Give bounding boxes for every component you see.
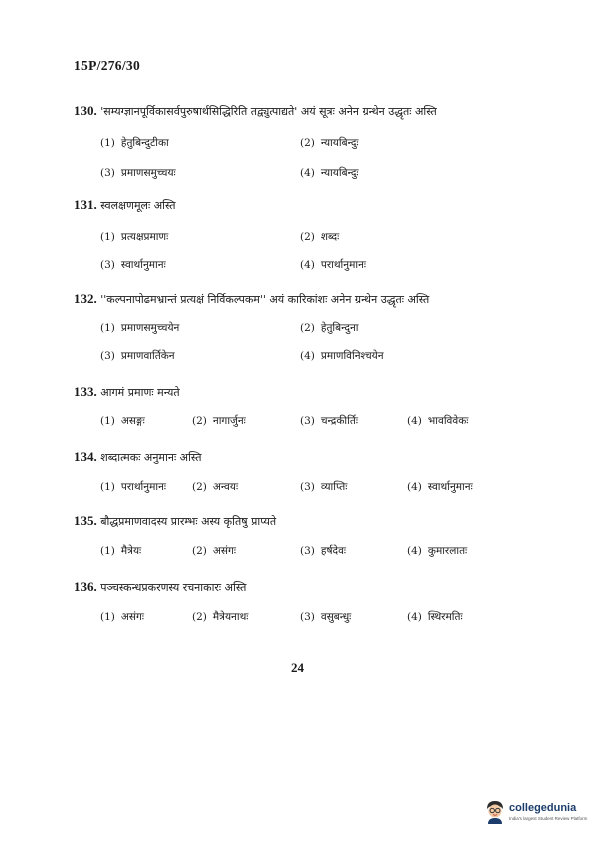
option-1: (1) परार्थानुमानः [100,481,167,493]
option-2: (2) शब्दः [300,231,340,243]
question-132 [74,291,544,364]
page-number: 24 [291,660,304,675]
question-text: 'सम्यग्ज्ञानपूर्विकासर्वपुरुषार्थसिद्धिरिति तद्व्युत्पाद्यते' अयं सूत्रः अनेन ग्रन्थेन उद्धृतः अस्ति [100,105,437,118]
option-4: (4) कुमारलातः [407,545,468,557]
option-2: (2) अन्वयः [192,481,239,493]
question-text-line [74,384,544,400]
question-number: 134. [74,449,97,464]
question-text: ''कल्पनापोढमभ्रान्तं प्रत्यक्षं निर्विकल्पकम'' अयं कारिकांशः अनेन ग्रन्थेन उद्धृतः अस्ति [100,293,430,306]
question-text-line [74,449,544,465]
question-text-line [74,197,544,213]
brand-tagline: India's largest Student Review Platform [509,816,588,821]
option-1: (1) असङ्गः [100,415,145,427]
option-4: (4) न्यायबिन्दुः [300,167,359,179]
question-number: 133. [74,384,97,399]
options-row [74,543,544,559]
option-3: (3) स्वार्थानुमानः [100,259,166,271]
options-row [74,413,544,429]
question-131 [74,197,544,273]
question-135 [74,513,544,559]
options-row [74,348,544,364]
question-text: शब्दात्मकः अनुमानः अस्ति [100,451,202,464]
options-row [74,257,544,273]
option-1: (1) प्रत्यक्षप्रमाणः [100,231,169,243]
option-3: (3) प्रमाणवार्तिकेन [100,350,175,362]
question-number: 130. [74,103,97,118]
option-2: (2) मैत्रेयनाथः [192,611,249,623]
option-3: (3) चन्द्रकीर्तिः [300,415,358,427]
question-number: 136. [74,579,97,594]
option-4: (4) स्वार्थानुमानः [407,481,473,493]
option-1: (1) हेतुबिन्दुटीका [100,137,169,149]
options-row [74,165,544,181]
paper-code: 15P/276/30 [74,58,140,73]
options-row [74,229,544,245]
brand-watermark [484,798,588,828]
question-text-line [74,579,544,595]
option-2: (2) न्यायबिन्दुः [300,137,359,149]
question-text-line [74,103,544,119]
option-3: (3) प्रमाणसमुच्चयः [100,167,176,179]
options-row [74,135,544,151]
option-4: (4) स्थिरमतिः [407,611,463,623]
option-4: (4) भावविवेकः [407,415,469,427]
option-3: (3) हर्षदेवः [300,545,347,557]
option-3: (3) वसुबन्धुः [300,611,352,623]
option-3: (3) व्याप्तिः [300,481,348,493]
question-text: बौद्धप्रमाणवादस्य प्रारम्भः अस्य कृतिषु प्राप्यते [100,515,277,528]
question-text-line [74,513,544,529]
options-row [74,479,544,495]
question-text: स्वलक्षणमूलः अस्ति [100,199,176,212]
question-136 [74,579,544,625]
question-134 [74,449,544,495]
option-4: (4) प्रमाणविनिश्चयेन [300,350,384,362]
student-avatar-icon [484,800,506,824]
question-number: 135. [74,513,97,528]
option-2: (2) हेतुबिन्दुना [300,322,359,334]
question-text-line [74,291,544,307]
question-text: पञ्चस्कन्धप्रकरणस्य रचनाकारः अस्ति [100,581,247,594]
question-text: आगमं प्रमाणः मन्यते [100,386,180,399]
option-1: (1) असंगः [100,611,145,623]
option-1: (1) प्रमाणसमुच्चयेन [100,322,180,334]
option-4: (4) परार्थानुमानः [300,259,367,271]
question-133 [74,384,544,429]
options-row [74,320,544,336]
question-130 [74,103,544,181]
options-row [74,609,544,625]
question-number: 132. [74,291,97,306]
option-2: (2) असंगः [192,545,237,557]
option-1: (1) मैत्रेयः [100,545,142,557]
option-2: (2) नागार्जुनः [192,415,246,427]
brand-name: collegedunia [509,802,577,814]
question-number: 131. [74,197,97,212]
